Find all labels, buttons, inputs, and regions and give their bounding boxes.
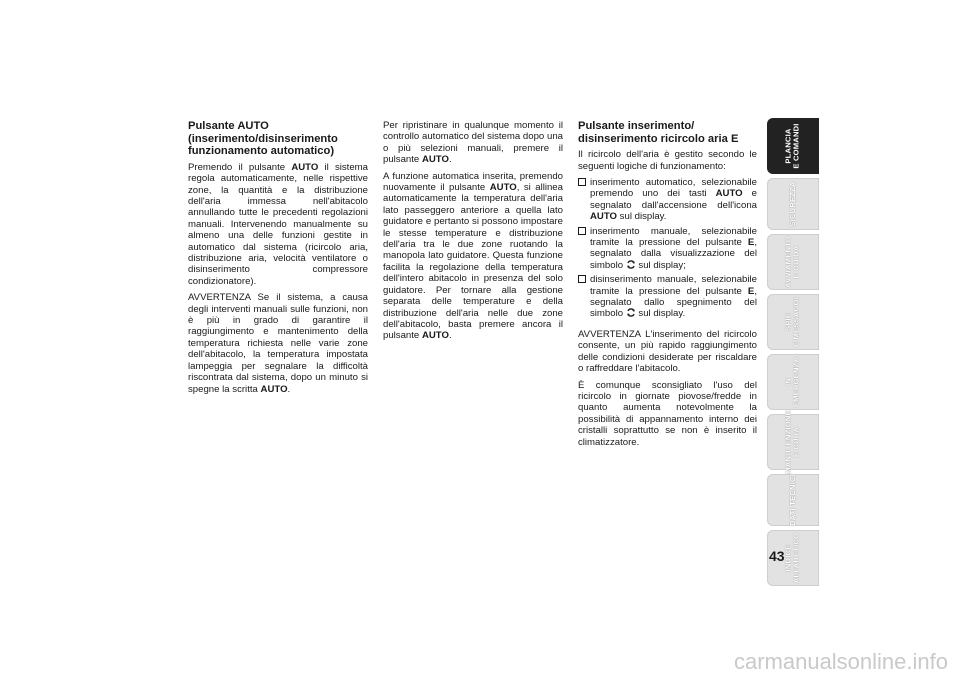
- tab-spie-e-messaggi[interactable]: SPIE E MESSAGGI: [767, 294, 819, 350]
- column-1: [188, 120, 368, 400]
- checkbox-bullet-icon: [578, 178, 586, 186]
- recirculation-warning: AVVERTENZA L'inserimento del ricircolo consente, un più rapido raggiungimento delle condizioni desiderate per riscaldare o raffreddare l'abitacolo.: [578, 328, 757, 375]
- list-item: inserimento automatico, selezionabile premendo uno dei tasti AUTO e segnalato dall'accensione dell'icona AUTO sul display.: [578, 177, 757, 223]
- tab-in-emergenza[interactable]: IN EMERGENZA: [767, 354, 819, 410]
- tab-indice-alfabetico[interactable]: INDICE ALFABETICO: [767, 530, 819, 586]
- auto-button-heading: Pulsante AUTO (inserimento/disinserimento funzionamento automatico): [188, 120, 338, 158]
- watermark: carmanualsonline.info: [733, 649, 948, 674]
- tab-manutenzione-e-cura[interactable]: MANUTENZIONE E CURA: [767, 414, 819, 470]
- auto-alignment-paragraph: A funzione automatica inserita, premendo nuovamente il pulsante AUTO, si allinea automaticamente la temperatura dell'aria lato passeggero anteriore a quella lato guidatore e pertanto si possono impostare le stesse temperature e distribuzione dell'aria tra le due zone ruotando la manopola lato guidatore. Questa funzione facilita la regolazione della temperatura dell'intero abitacolo in presenza del solo guidatore. Per tornare alla gestione separata delle temperature e della distribuzione dell'aria nelle due zone dell'abitacolo, basta premere ancora il pulsante AUTO.: [383, 170, 563, 342]
- tab-plancia-e-comandi[interactable]: PLANCIA E COMANDI: [767, 118, 819, 174]
- recirculation-intro: Il ricircolo dell'aria è gestito secondo le seguenti logiche di funzionamento:: [578, 149, 757, 172]
- tab-dati-tecnici[interactable]: DATI TECNICI: [767, 474, 819, 526]
- column-2: [383, 120, 563, 347]
- column-3: [578, 120, 757, 453]
- restore-auto-paragraph: Per ripristinare in qualunque momento il controllo automatico del sistema dopo una o più selezioni manuali, premere il pulsante AUTO.: [383, 120, 563, 166]
- auto-paragraph-1: Premendo il pulsante AUTO il sistema regola automaticamente, nelle rispettive zone, la quantità e la distribuzione dell'aria immessa nell'abitacolo annullando tutte le precedenti regolazioni manuali. Intervenendo manualmente su almeno una delle funzioni gestite in automatico dal sistema (ricircolo aria, distribuzione aria, velocità ventilatore o disinserimento compressore condizionatore).: [188, 161, 369, 287]
- checkbox-bullet-icon: [578, 275, 586, 283]
- list-item: disinserimento manuale, selezionabile tramite la pressione del pulsante E, segnalato dallo spegnimento del simbolo sul display.: [578, 274, 757, 320]
- auto-warning-paragraph: AVVERTENZA Se il sistema, a causa degli interventi manuali sulle funzioni, non è più in grado di garantire il raggiungimento e mantenimento della temperatura richiesta nelle varie zone dell'abitacolo, la temperatura impostata lampeggia per segnalare la difficoltà riscontrata dal sistema, dopo un minuto si spegne la scritta AUTO.: [188, 292, 368, 395]
- tab-sicurezza[interactable]: SICUREZZA: [767, 178, 819, 230]
- page-number: 43: [769, 548, 785, 564]
- checkbox-bullet-icon: [578, 227, 586, 235]
- recirculation-icon: [626, 308, 636, 317]
- list-item: inserimento manuale, selezionabile tramite la pressione del pulsante E, segnalato dalla visualizzazione del simbolo sul display;: [578, 226, 757, 272]
- recirculation-heading: Pulsante inserimento/ disinserimento ricircolo aria E: [578, 120, 739, 145]
- recirculation-advice: È comunque sconsigliato l'uso del ricircolo in giornate piovose/fredde in quanto aumenta notevolmente la possibilità di appannamento interno dei cristalli soprattutto se non è inserito il climatizzatore.: [578, 379, 757, 448]
- tab-avviamento-e-guida[interactable]: AVVIAMENTO E GUIDA: [767, 234, 819, 290]
- recirculation-icon: [626, 260, 636, 269]
